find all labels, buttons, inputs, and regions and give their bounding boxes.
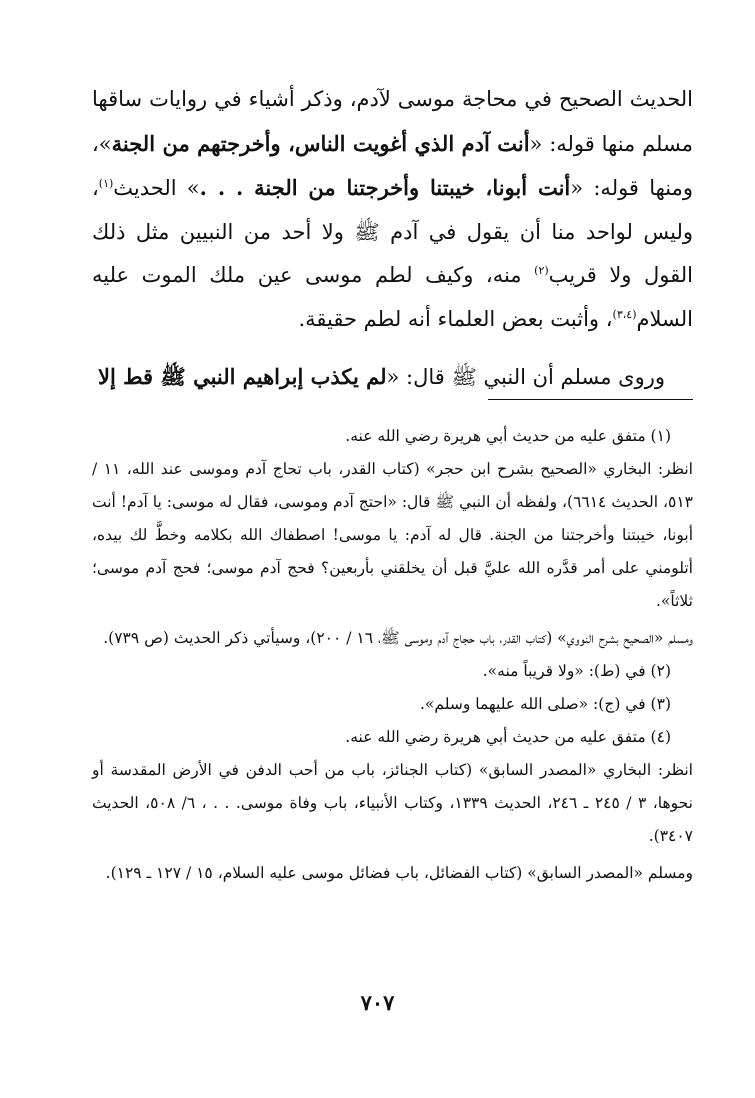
main-paragraph-2 [92, 355, 693, 400]
quoted-hadith: أنت آدم الذي أغويت الناس، وأخرجتهم من الجنة [111, 130, 530, 156]
footnote-3: (٣) في (ج): «صلى الله عليهما وسلم». [419, 695, 671, 713]
text-run: الحديث الصحيح في محاجة موسى لآدم، وذكر أشياء في روايات ساقها مسلم منها قوله: « [92, 87, 693, 156]
text-run: » الحديث [113, 176, 200, 200]
footnote-ref-1: (١) [98, 177, 114, 190]
text-run: ، وأثبت بعض العلماء أنه لطم حقيقة. [298, 306, 613, 331]
text-run: منه، وكيف لطم موسى عين ملك الموت عليه السلام [92, 263, 693, 331]
quoted-hadith: لم يكذب إبراهيم النبي ﷺ قط إلا [97, 364, 387, 389]
footnote-1-heading: (١) متفق عليه من حديث أبي هريرة رضي الله عنه. [345, 427, 671, 445]
footnote-separator [488, 399, 693, 400]
footnotes [92, 420, 693, 890]
quoted-hadith: أنت أبونا، خيبتنا وأخرجتنا من الجنة . . . [199, 175, 571, 200]
footnote-4-bukhari: انظر: البخاري «المصدر السابق» (كتاب الجنائز، باب من أحب الدفن في الأرض المقدسة أو نحوها، ٣ / ٢٤٥ ـ ٢٤٦، الحديث ١٣٣٩، وكتاب الأنبياء، باب وفاة موسى. . . ، ٦/ ٥٠٨، الحديث ٣٤٠٧). [92, 761, 693, 845]
footnote-ref-3-4: (٣،٤) [612, 307, 637, 321]
footnote-4-muslim: ومسلم «المصدر السابق» (كتاب الفضائل، باب فضائل موسى عليه السلام، ١٥ / ١٢٧ ـ ١٢٩). [105, 864, 693, 882]
page-number: ٧٠٧ [360, 990, 395, 1015]
footnote-1-muslim: ومسلم «الصحيح بشرح النووي» (كتاب القدر، باب حجاج آدم وموسى ﷺ، ١٦ / ٢٠٠)، وسيأتي ذكر الحديث (ص ٧٣٩). [103, 629, 693, 647]
main-text [92, 78, 693, 400]
main-paragraph-1 [92, 78, 693, 341]
footnote-1-bukhari: انظر: البخاري «الصحيح بشرح ابن حجر» (كتاب القدر، باب تحاج آدم وموسى عند الله، ١١ / ٥١٣، الحديث ٦٦١٤)، ولفظه أن النبي ﷺ قال: «احتج آدم وموسى، فقال له موسى: يا آدم! أنت أبونا، خيبتنا وأخرجتنا من الجنة. قال له آدم: يا موسى! اصطفاك الله بكلامه وخطَّ لك بيده، أتلومني على أمر قدَّره الله عليَّ قبل أن يخلقني بأربعين؟ فحج آدم موسى؛ فحج آدم موسى؛ ثلاثاً». [92, 460, 694, 610]
footnote-2: (٢) في (ط): «ولا قريباً منه». [482, 662, 671, 680]
footnote-ref-2: (٢) [534, 264, 549, 277]
footnote-4-heading: (٤) متفق عليه من حديث أبي هريرة رضي الله عنه. [345, 728, 671, 746]
text-run: ، وليس لواحد منا أن يقول في آدم ﷺ ولا أحد من النبيين مثل ذلك القول ولا قريب [92, 176, 693, 287]
text-run: »، ومنها قوله: « [92, 131, 694, 200]
text-run: وروى مسلم أن النبي ﷺ قال: « [386, 365, 665, 389]
